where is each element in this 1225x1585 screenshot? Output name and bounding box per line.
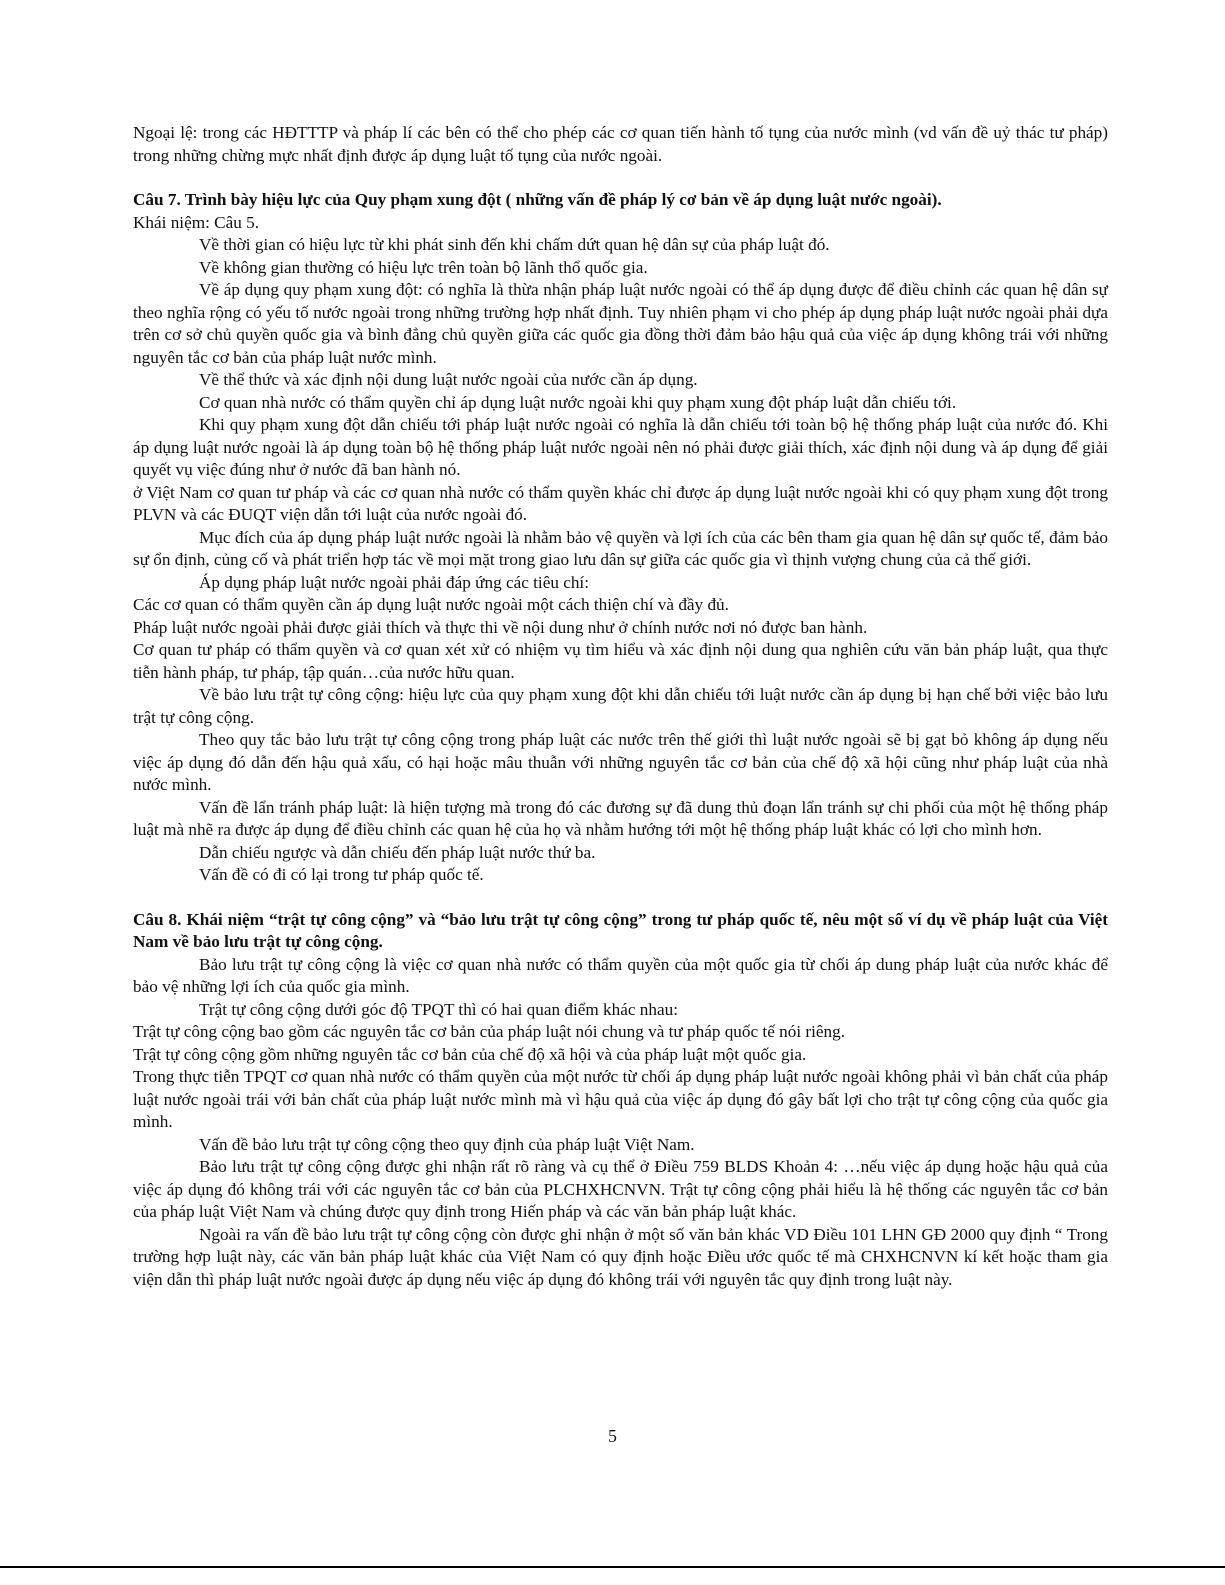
section-7-paragraph: Vấn đề lẩn tránh pháp luật: là hiện tượng mà trong đó các đương sự đã dung thủ đoạn lẩn tránh sự chi phối của một hệ thống pháp luật mà nhẽ ra được áp dụng để điều chỉnh các quan hệ của họ và nhằm hướng tới một hệ thống pháp luật khác có lợi cho mình hơn. xyxy=(133,797,1108,839)
bottom-divider xyxy=(0,1566,1225,1568)
section-7-paragraph: Khái niệm: Câu 5. xyxy=(133,212,260,232)
section-7-paragraph: ở Việt Nam cơ quan tư pháp và các cơ quan nhà nước có thẩm quyền khác chỉ được áp dụng luật nước ngoài khi có quy phạm xung đột trong PLVN và các ĐUQT viện dẫn tới luật của nước ngoài đó. xyxy=(133,482,1108,524)
section-8-paragraph: Trong thực tiễn TPQT cơ quan nhà nước có thẩm quyền của một nước từ chối áp dụng pháp luật nước ngoài không phải vì bản chất của pháp luật nước ngoài trái với bản chất của pháp luật nước mình mà vì hậu quả của việc áp dụng đó gây bất lợi cho trật tự công cộng của quốc gia mình. xyxy=(133,1067,1108,1131)
section-7-paragraph: Cơ quan nhà nước có thẩm quyền chỉ áp dụng luật nước ngoài khi quy phạm xung đột pháp luật dẫn chiếu tới. xyxy=(199,392,957,412)
section-7-paragraph: Về thời gian có hiệu lực từ khi phát sinh đến khi chấm dứt quan hệ dân sự của pháp luật đó. xyxy=(199,235,830,254)
section-7-paragraph: Pháp luật nước ngoài phải được giải thích và thực thi về nội dung như ở chính nước nơi nó được ban hành. xyxy=(133,617,868,637)
spacer xyxy=(133,887,1108,909)
section-8-paragraph: Ngoài ra vấn đề bảo lưu trật tự công cộng còn được ghi nhận ở một số văn bản khác VD Điều 101 LHN GĐ 2000 quy định “ Trong trường hợp luật này, các văn bản pháp luật khác của Việt Nam có quy định hoặc Điều ước quốc tế mà CHXHCNVN kí kết hoặc tham gia viện dẫn thì pháp luật nước ngoài được áp dụng nếu việc áp dụng đó không trái với nguyên tắc quy định trong luật này. xyxy=(133,1224,1108,1289)
section-7-paragraph: Về áp dụng quy phạm xung đột: có nghĩa là thừa nhận pháp luật nước ngoài có thể áp dụng được để điều chỉnh các quan hệ dân sự theo nghĩa rộng có yếu tố nước ngoài trong những trường hợp nhất định. Tuy nhiên phạm vi cho phép áp dụng pháp luật nước ngoài phải dựa trên cơ sở chủ quyền quốc gia và bình đẳng chủ quyền giữa các quốc gia đồng thời đảm bảo hậu quả của việc áp dụng không trái với những nguyên tắc cơ bản của pháp luật nước mình. xyxy=(133,280,1108,367)
section-7-heading: Câu 7. Trình bày hiệu lực của Quy phạm xung đột ( những vấn đề pháp lý cơ bản về áp dụng luật nước ngoài). xyxy=(133,190,942,209)
page-number: 5 xyxy=(608,1426,617,1446)
section-7-paragraph: Mục đích của áp dụng pháp luật nước ngoài là nhằm bảo vệ quyền và lợi ích của các bên tham gia quan hệ dân sự quốc tế, đảm bảo sự ổn định, củng cố và phát triển hợp tác về mọi mặt trong giao lưu dân sự giữa các quốc gia vì thịnh vượng chung của cả thế giới. xyxy=(133,527,1108,569)
section-8-paragraph: Trật tự công cộng dưới góc độ TPQT thì có hai quan điểm khác nhau: xyxy=(199,999,678,1019)
intro-paragraph: Ngoại lệ: trong các HĐTTTP và pháp lí các bên có thể cho phép các cơ quan tiến hành tố tụng của nước mình (vd vấn đề uỷ thác tư pháp) trong những chừng mực nhất định được áp dụng luật tố tụng của nước ngoài. xyxy=(133,123,1108,165)
spacer xyxy=(133,167,1108,189)
section-8-paragraph: Trật tự công cộng bao gồm các nguyên tắc cơ bản của pháp luật nói chung và tư pháp quốc tế nói riêng. xyxy=(133,1022,845,1041)
section-8-paragraph: Vấn đề bảo lưu trật tự công cộng theo quy định của pháp luật Việt Nam. xyxy=(199,1134,695,1154)
document-page xyxy=(133,122,1108,1291)
section-7-paragraph: Về bảo lưu trật tự công cộng: hiệu lực của quy phạm xung đột khi dẫn chiếu tới luật nước cần áp dụng bị hạn chế bởi việc bảo lưu trật tự công cộng. xyxy=(133,685,1108,727)
section-7-paragraph: Theo quy tắc bảo lưu trật tự công cộng trong pháp luật các nước trên thế giới thì luật nước ngoài sẽ bị gạt bỏ không áp dụng nếu việc áp dụng đó dẫn đến hậu quả xấu, có hại hoặc mâu thuẫn với những nguyên tắc cơ bản của chế độ xã hội cũng như pháp luật của nhà nước mình. xyxy=(133,730,1108,794)
section-7-paragraph: Các cơ quan có thẩm quyền cần áp dụng luật nước ngoài một cách thiện chí và đầy đủ. xyxy=(133,595,729,614)
section-8-paragraph: Bảo lưu trật tự công cộng là việc cơ quan nhà nước có thẩm quyền của một quốc gia từ chối áp dung pháp luật của nước khác để bảo vệ những lợi ích của quốc gia mình. xyxy=(133,954,1108,996)
section-7-paragraph: Áp dụng pháp luật nước ngoài phải đáp ứng các tiêu chí: xyxy=(199,572,589,592)
section-8-heading: Câu 8. Khái niệm “trật tự công cộng” và “bảo lưu trật tự công cộng” trong tư pháp quốc tế, nêu một số ví dụ về pháp luật của Việt Nam về bảo lưu trật tự công cộng. xyxy=(133,909,1108,951)
section-7-paragraph: Về thể thức và xác định nội dung luật nước ngoài của nước cần áp dụng. xyxy=(199,370,698,389)
section-8-paragraph: Trật tự công cộng gồm những nguyên tắc cơ bản của chế độ xã hội và của pháp luật một quốc gia. xyxy=(133,1044,807,1064)
section-7-paragraph: Cơ quan tư pháp có thẩm quyền và cơ quan xét xử có nhiệm vụ tìm hiểu và xác định nội dung qua nghiên cứu văn bản pháp luật, qua thực tiễn hành pháp, tư pháp, tập quán…của nước hữu quan. xyxy=(133,640,1108,682)
section-7-paragraph: Vấn đề có đi có lại trong tư pháp quốc tế. xyxy=(199,865,484,884)
section-7-paragraph: Khi quy phạm xung đột dẫn chiếu tới pháp luật nước ngoài có nghĩa là dẫn chiếu tới toàn bộ hệ thống pháp luật của nước đó. Khi áp dụng luật nước ngoài là áp dụng toàn bộ hệ thống pháp luật nước ngoài nên nó phải được giải thích, xác định nội dung và áp dụng để giải quyết vụ việc đúng như ở nước đã ban hành nó. xyxy=(133,415,1108,479)
section-7-paragraph: Về không gian thường có hiệu lực trên toàn bộ lãnh thổ quốc gia. xyxy=(199,257,648,277)
section-7-paragraph: Dẫn chiếu ngược và dẫn chiếu đến pháp luật nước thứ ba. xyxy=(199,842,596,862)
section-8-paragraph: Bảo lưu trật tự công cộng được ghi nhận rất rõ ràng và cụ thể ở Điều 759 BLDS Khoản 4: …nếu việc áp dụng hoặc hậu quả của việc áp dụng đó không trái với các nguyên tắc cơ bản của PLCHXHCNVN. Trật tự công cộng phải hiểu là hệ thống các nguyên tắc cơ bản của pháp luật Việt Nam và chúng được quy định trong Hiến pháp và các văn bản pháp luật khác. xyxy=(133,1157,1108,1221)
